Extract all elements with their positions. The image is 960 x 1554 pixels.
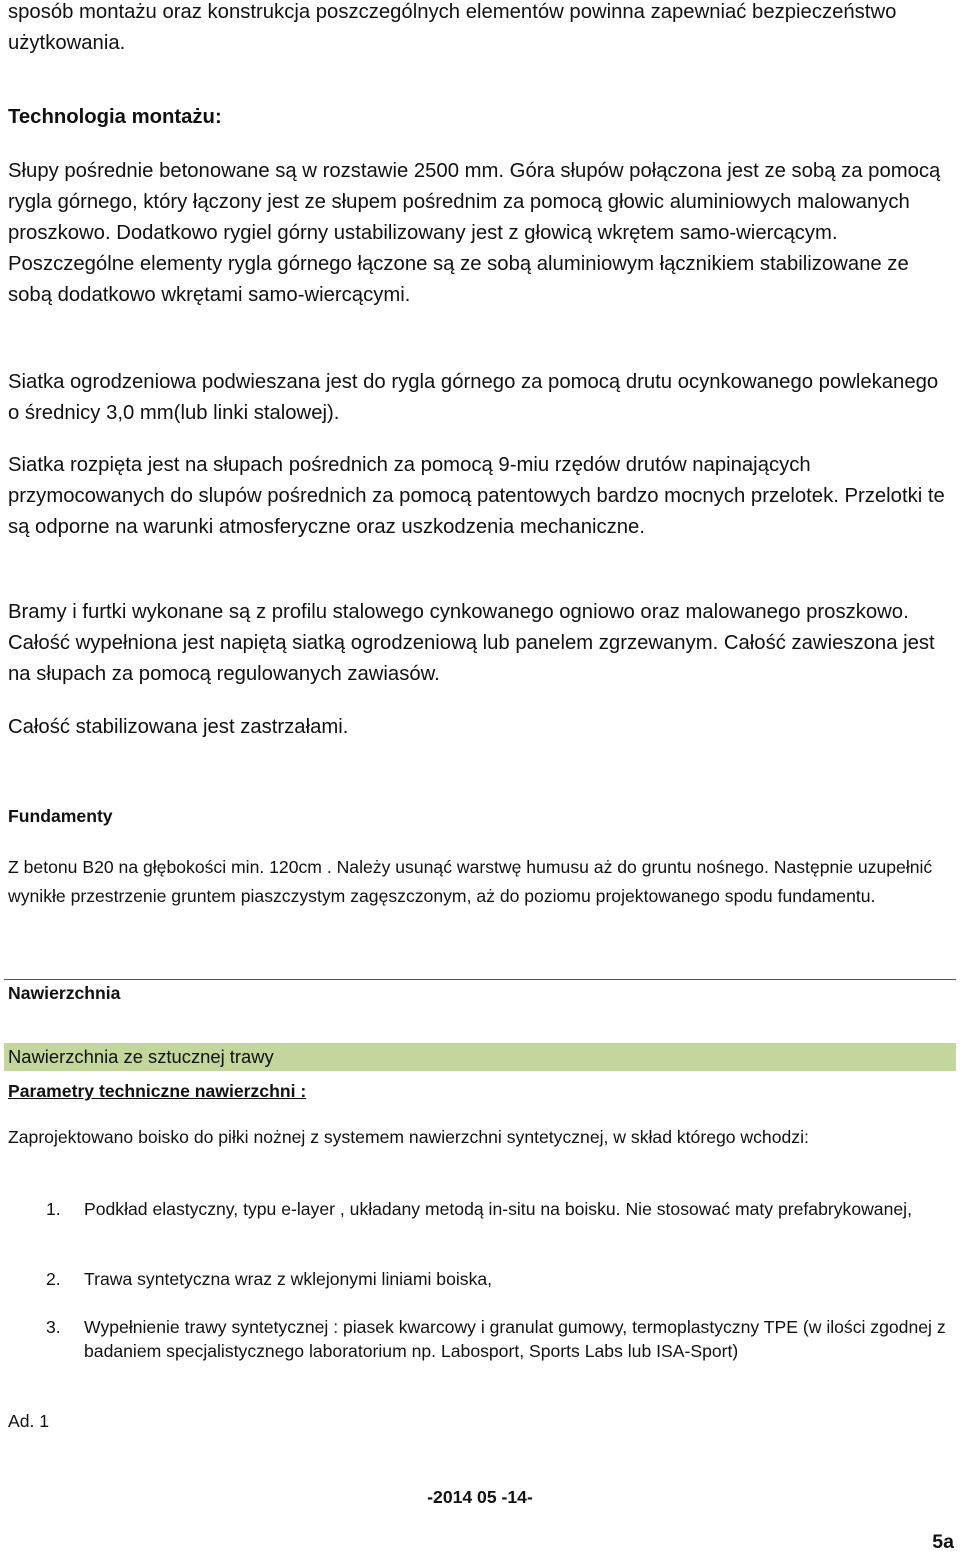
technologia-paragraph-1: Słupy pośrednie betonowane są w rozstawie 2500 mm. Góra słupów połączona jest ze sobą za pomocą rygla górnego, który łączony jest ze słupem pośrednim za pomocą głowic aluminiowych malowanych proszkowo. Dodatkowo rygiel górny ustabilizowany jest z głowicą wkrętem samo-wiercącym. Poszczególne elementy rygla górnego łączone są ze sobą aluminiowym łącznikiem stabilizowane ze sobą dodatkowo wkrętami samo-wiercącymi.	[8, 160, 941, 306]
fundamenty-paragraph: Z betonu B20 na głębokości min. 120cm . Należy usunąć warstwę humusu aż do gruntu nośnego. Następnie uzupełnić wynikłe przestrzenie gruntem piaszczystym zagęszczonym, aż do poziomu projektowanego spodu fundamentu.	[8, 857, 933, 906]
ad-label: Ad. 1	[8, 1411, 50, 1431]
technologia-heading: Technologia montażu:	[8, 106, 222, 128]
technologia-paragraph-3: Siatka rozpięta jest na słupach pośrednich za pomocą 9-miu rzędów drutów napinających przymocowanych do slupów pośrednich za pomocą patentowych bardzo mocnych przelotek. Przelotki te są odporne na warunki atmosferyczne oraz uszkodzenia mechaniczne.	[8, 454, 945, 538]
list-item-text: Trawa syntetyczna wraz z wklejonymi liniami boiska,	[84, 1269, 493, 1289]
list-item-number: 1.	[46, 1199, 61, 1219]
intro-paragraph: sposób montażu oraz konstrukcja poszczególnych elementów powinna zapewniać bezpieczeństwo użytkowania.	[8, 1, 897, 54]
footer-date: -2014 05 -14-	[427, 1487, 533, 1507]
params-heading: Parametry techniczne nawierzchni :	[8, 1081, 307, 1101]
technologia-paragraph-2: Siatka ogrodzeniowa podwieszana jest do rygla górnego za pomocą drutu ocynkowanego powlekanego o średnicy 3,0 mm(lub linki stalowej).	[8, 371, 939, 424]
nawierzchnia-heading: Nawierzchnia	[8, 983, 121, 1003]
technologia-paragraph-5: Całość stabilizowana jest zastrzałami.	[8, 716, 349, 738]
page-number: 5a	[932, 1531, 954, 1553]
fundamenty-heading: Fundamenty	[8, 806, 113, 826]
green-heading: Nawierzchnia ze sztucznej trawy	[8, 1046, 274, 1067]
list-item-number: 3.	[46, 1317, 61, 1337]
list-item-number: 2.	[46, 1269, 61, 1289]
list-item-text: Podkład elastyczny, typu e-layer , układany metodą in-situ na boisku. Nie stosować maty prefabrykowanej,	[84, 1199, 912, 1219]
nawierzchnia-intro: Zaprojektowano boisko do piłki nożnej z systemem nawierzchni syntetycznej, w skład którego wchodzi:	[8, 1127, 809, 1147]
technologia-paragraph-4: Bramy i furtki wykonane są z profilu stalowego cynkowanego ogniowo oraz malowanego proszkowo. Całość wypełniona jest napiętą siatką ogrodzeniową lub panelem zgrzewanym. Całość zawieszona jest na słupach za pomocą regulowanych zawiasów.	[8, 601, 935, 685]
list-item-text: Wypełnienie trawy syntetycznej : piasek kwarcowy i granulat gumowy, termoplastyczny TPE (w ilości zgodnej z badaniem specjalistycznego laboratorium np. Labosport, Sports Labs lub ISA-Sport)	[84, 1317, 946, 1361]
